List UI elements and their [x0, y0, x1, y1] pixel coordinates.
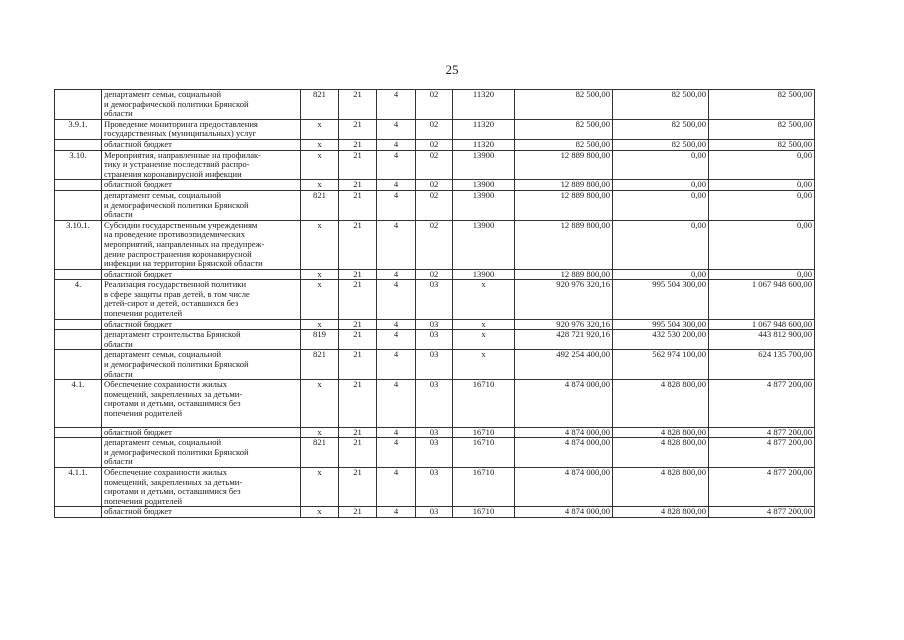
code-grbs: х	[301, 150, 339, 180]
code-direction: х	[453, 350, 515, 380]
code-program: 21	[339, 280, 377, 319]
code-main-event: 02	[416, 90, 453, 120]
code-subprogram: 4	[377, 438, 416, 468]
row-number: 4.1.	[55, 380, 102, 427]
code-main-event: 02	[416, 119, 453, 139]
code-program: 21	[339, 380, 377, 427]
amount-year-1: 4 874 000,00	[515, 380, 613, 427]
amount-year-1: 82 500,00	[515, 139, 613, 150]
code-program: 21	[339, 220, 377, 269]
row-name	[102, 150, 301, 180]
code-subprogram: 4	[377, 330, 416, 350]
amount-year-1: 12 889 800,00	[515, 220, 613, 269]
code-grbs: х	[301, 180, 339, 191]
table-row	[55, 438, 815, 468]
row-name-line: сиротами и детьми, оставшимися без	[104, 486, 241, 497]
code-grbs: 821	[301, 350, 339, 380]
amount-year-3: 4 877 200,00	[709, 427, 815, 438]
row-name-line: областной бюджет	[104, 319, 172, 329]
amount-year-2: 82 500,00	[613, 90, 709, 120]
row-name	[102, 467, 301, 506]
row-name-line: тику и устранение последствий распро-	[104, 159, 250, 170]
amount-year-3: 0,00	[709, 180, 815, 191]
row-name	[102, 350, 301, 380]
code-subprogram: 4	[377, 90, 416, 120]
amount-year-1: 12 889 800,00	[515, 269, 613, 280]
row-name-line: в сфере защиты прав детей, в том числе	[104, 288, 250, 299]
row-name-line: мероприятий, направленных на предупреж-	[104, 238, 265, 249]
row-name	[102, 319, 301, 330]
table-row	[55, 180, 815, 191]
row-name-line: инфекции на территории Брянской области	[104, 258, 263, 269]
code-grbs: 819	[301, 330, 339, 350]
row-name-line: департамент семьи, социальной	[104, 89, 222, 99]
budget-table	[54, 89, 815, 518]
code-grbs: х	[301, 139, 339, 150]
row-name-line: и демографической политики Брянской	[104, 199, 249, 210]
row-name-line: на проведение противоэпидемических	[104, 229, 245, 240]
table-row	[55, 90, 815, 120]
table-row	[55, 319, 815, 330]
amount-year-1: 428 721 920,16	[515, 330, 613, 350]
code-grbs: 821	[301, 190, 339, 220]
amount-year-2: 995 504 300,00	[613, 319, 709, 330]
row-name-line: области	[104, 209, 133, 220]
code-main-event: 02	[416, 150, 453, 180]
amount-year-2: 4 828 800,00	[613, 507, 709, 518]
code-subprogram: 4	[377, 507, 416, 518]
row-number	[55, 190, 102, 220]
row-name-line: департамент семьи, социальной	[104, 437, 222, 448]
code-program: 21	[339, 119, 377, 139]
amount-year-2: 82 500,00	[613, 139, 709, 150]
code-direction: 16710	[453, 380, 515, 427]
row-name-line: области	[104, 456, 133, 467]
code-direction: 13900	[453, 190, 515, 220]
amount-year-3: 82 500,00	[709, 119, 815, 139]
row-number	[55, 90, 102, 120]
amount-year-1: 920 976 320,16	[515, 319, 613, 330]
code-subprogram: 4	[377, 220, 416, 269]
row-name	[102, 190, 301, 220]
code-main-event: 03	[416, 427, 453, 438]
amount-year-3: 4 877 200,00	[709, 467, 815, 506]
row-number	[55, 180, 102, 191]
row-name-line: областной бюджет	[104, 427, 172, 437]
row-number: 4.	[55, 280, 102, 319]
row-name-line: Обеспечение сохранности жилых	[104, 379, 228, 390]
amount-year-3: 1 067 948 600,00	[709, 280, 815, 319]
amount-year-3: 4 877 200,00	[709, 507, 815, 518]
code-direction: х	[453, 280, 515, 319]
code-subprogram: 4	[377, 139, 416, 150]
amount-year-3: 4 877 200,00	[709, 438, 815, 468]
code-direction: х	[453, 319, 515, 330]
amount-year-2: 4 828 800,00	[613, 467, 709, 506]
row-name-line: государственных (муниципальных) услуг	[104, 128, 257, 139]
code-subprogram: 4	[377, 190, 416, 220]
code-program: 21	[339, 350, 377, 380]
amount-year-3: 4 877 200,00	[709, 380, 815, 427]
amount-year-2: 4 828 800,00	[613, 438, 709, 468]
row-name-line: помещений, закрепленных за детьми-	[104, 388, 243, 399]
code-program: 21	[339, 269, 377, 280]
code-program: 21	[339, 150, 377, 180]
row-name-line: и демографической политики Брянской	[104, 98, 249, 109]
code-subprogram: 4	[377, 350, 416, 380]
row-name-line: Субсидии государственным учреждениям	[104, 220, 258, 230]
code-program: 21	[339, 139, 377, 150]
amount-year-3: 0,00	[709, 269, 815, 280]
code-direction: 11320	[453, 119, 515, 139]
amount-year-1: 4 874 000,00	[515, 467, 613, 506]
code-direction: х	[453, 330, 515, 350]
row-name-line: Обеспечение сохранности жилых	[104, 467, 228, 477]
code-main-event: 02	[416, 220, 453, 269]
table-row	[55, 190, 815, 220]
amount-year-1: 12 889 800,00	[515, 180, 613, 191]
code-main-event: 03	[416, 319, 453, 330]
amount-year-3: 1 067 948 600,00	[709, 319, 815, 330]
code-main-event: 03	[416, 330, 453, 350]
row-name-line: попечения родителей	[104, 408, 183, 418]
amount-year-2: 562 974 100,00	[613, 350, 709, 380]
code-direction: 13900	[453, 269, 515, 280]
code-grbs: 821	[301, 438, 339, 468]
amount-year-1: 4 874 000,00	[515, 427, 613, 438]
table-row	[55, 507, 815, 518]
code-main-event: 03	[416, 507, 453, 518]
row-number: 3.10.1.	[55, 220, 102, 269]
code-subprogram: 4	[377, 280, 416, 319]
row-name	[102, 280, 301, 319]
row-name-line: области	[104, 108, 133, 119]
amount-year-2: 432 530 200,00	[613, 330, 709, 350]
row-name	[102, 330, 301, 350]
row-name-line: и демографической политики Брянской	[104, 446, 249, 457]
code-subprogram: 4	[377, 380, 416, 427]
code-grbs: х	[301, 427, 339, 438]
row-name	[102, 438, 301, 468]
code-program: 21	[339, 180, 377, 191]
row-number	[55, 350, 102, 380]
code-main-event: 02	[416, 269, 453, 280]
table-row	[55, 220, 815, 269]
code-grbs: х	[301, 507, 339, 518]
amount-year-1: 920 976 320,16	[515, 280, 613, 319]
row-name-line: области	[104, 368, 133, 379]
amount-year-2: 82 500,00	[613, 119, 709, 139]
row-number: 3.10.	[55, 150, 102, 180]
code-grbs: х	[301, 319, 339, 330]
table-row	[55, 330, 815, 350]
amount-year-2: 4 828 800,00	[613, 427, 709, 438]
amount-year-2: 0,00	[613, 190, 709, 220]
code-direction: 16710	[453, 438, 515, 468]
row-name-line: Мероприятия, направленные на профилак-	[104, 150, 262, 160]
row-name-line: помещений, закрепленных за детьми-	[104, 476, 243, 487]
row-name	[102, 119, 301, 139]
amount-year-2: 0,00	[613, 269, 709, 280]
row-name-line: Реализация государственной политики	[104, 279, 247, 290]
code-subprogram: 4	[377, 319, 416, 330]
code-grbs: х	[301, 280, 339, 319]
amount-year-3: 0,00	[709, 150, 815, 180]
row-name-line: и демографической политики Брянской	[104, 359, 249, 370]
row-number: 3.9.1.	[55, 119, 102, 139]
row-spacer	[104, 419, 298, 427]
code-program: 21	[339, 330, 377, 350]
amount-year-2: 0,00	[613, 180, 709, 191]
code-program: 21	[339, 90, 377, 120]
table-row	[55, 427, 815, 438]
row-name	[102, 507, 301, 518]
row-name-line: департамент строительства Брянской	[104, 329, 241, 340]
code-main-event: 02	[416, 139, 453, 150]
code-direction: 13900	[453, 180, 515, 191]
row-name-line: областной бюджет	[104, 139, 172, 149]
amount-year-1: 82 500,00	[515, 119, 613, 139]
row-name-line: сиротами и детьми, оставшимися без	[104, 398, 241, 409]
code-main-event: 03	[416, 350, 453, 380]
row-name-line: дение распространения коронавирусной	[104, 248, 252, 259]
row-name-line: попечения родителей	[104, 495, 183, 506]
row-name	[102, 269, 301, 280]
code-program: 21	[339, 319, 377, 330]
code-main-event: 03	[416, 280, 453, 319]
amount-year-1: 4 874 000,00	[515, 438, 613, 468]
amount-year-2: 0,00	[613, 220, 709, 269]
amount-year-3: 443 812 900,00	[709, 330, 815, 350]
page-number: 25	[445, 62, 459, 77]
table-row	[55, 139, 815, 150]
amount-year-1: 12 889 800,00	[515, 150, 613, 180]
row-number	[55, 330, 102, 350]
code-subprogram: 4	[377, 467, 416, 506]
code-direction: 16710	[453, 467, 515, 506]
amount-year-3: 0,00	[709, 220, 815, 269]
amount-year-3: 82 500,00	[709, 139, 815, 150]
code-direction: 16710	[453, 427, 515, 438]
amount-year-2: 4 828 800,00	[613, 380, 709, 427]
row-name-line: областной бюджет	[104, 506, 172, 517]
table-row	[55, 380, 815, 427]
table-row	[55, 119, 815, 139]
code-grbs: х	[301, 119, 339, 139]
row-name	[102, 90, 301, 120]
code-main-event: 02	[416, 180, 453, 191]
code-program: 21	[339, 438, 377, 468]
amount-year-2: 0,00	[613, 150, 709, 180]
code-direction: 11320	[453, 90, 515, 120]
row-number	[55, 507, 102, 518]
row-name	[102, 220, 301, 269]
code-grbs: х	[301, 220, 339, 269]
row-number: 4.1.1.	[55, 467, 102, 506]
row-name-line: областной бюджет	[104, 179, 172, 190]
amount-year-1: 82 500,00	[515, 90, 613, 120]
code-main-event: 03	[416, 467, 453, 506]
row-name-line: детей-сирот и детей, оставшихся без	[104, 298, 239, 309]
code-direction: 13900	[453, 150, 515, 180]
code-main-event: 02	[416, 190, 453, 220]
row-name	[102, 427, 301, 438]
code-program: 21	[339, 467, 377, 506]
code-grbs: х	[301, 380, 339, 427]
code-main-event: 03	[416, 438, 453, 468]
row-name-line: области	[104, 338, 133, 349]
row-number	[55, 427, 102, 438]
table-row	[55, 467, 815, 506]
table-row	[55, 150, 815, 180]
row-name-line: попечения родителей	[104, 308, 183, 319]
row-name-line: департамент семьи, социальной	[104, 349, 222, 360]
amount-year-3: 624 135 700,00	[709, 350, 815, 380]
amount-year-1: 4 874 000,00	[515, 507, 613, 518]
table-body	[55, 90, 815, 518]
row-name	[102, 380, 301, 427]
row-name-line: Проведение мониторинга предоставления	[104, 119, 258, 129]
row-number	[55, 269, 102, 280]
row-name	[102, 139, 301, 150]
row-name-line: странения коронавирусной инфекции	[104, 168, 242, 179]
code-grbs: х	[301, 467, 339, 506]
code-subprogram: 4	[377, 119, 416, 139]
amount-year-1: 492 254 400,00	[515, 350, 613, 380]
amount-year-2: 995 504 300,00	[613, 280, 709, 319]
code-subprogram: 4	[377, 427, 416, 438]
table-row	[55, 269, 815, 280]
code-program: 21	[339, 190, 377, 220]
code-program: 21	[339, 507, 377, 518]
code-direction: 16710	[453, 507, 515, 518]
code-grbs: 821	[301, 90, 339, 120]
row-number	[55, 319, 102, 330]
row-number	[55, 438, 102, 468]
row-name-line: департамент семьи, социальной	[104, 190, 222, 200]
row-name	[102, 180, 301, 191]
amount-year-3: 82 500,00	[709, 90, 815, 120]
amount-year-3: 0,00	[709, 190, 815, 220]
code-subprogram: 4	[377, 150, 416, 180]
code-main-event: 03	[416, 380, 453, 427]
table-row	[55, 350, 815, 380]
code-direction: 13900	[453, 220, 515, 269]
code-direction: 11320	[453, 139, 515, 150]
table-row	[55, 280, 815, 319]
row-name-line: областной бюджет	[104, 269, 172, 279]
code-program: 21	[339, 427, 377, 438]
amount-year-1: 12 889 800,00	[515, 190, 613, 220]
code-grbs: х	[301, 269, 339, 280]
code-subprogram: 4	[377, 269, 416, 280]
code-subprogram: 4	[377, 180, 416, 191]
row-number	[55, 139, 102, 150]
